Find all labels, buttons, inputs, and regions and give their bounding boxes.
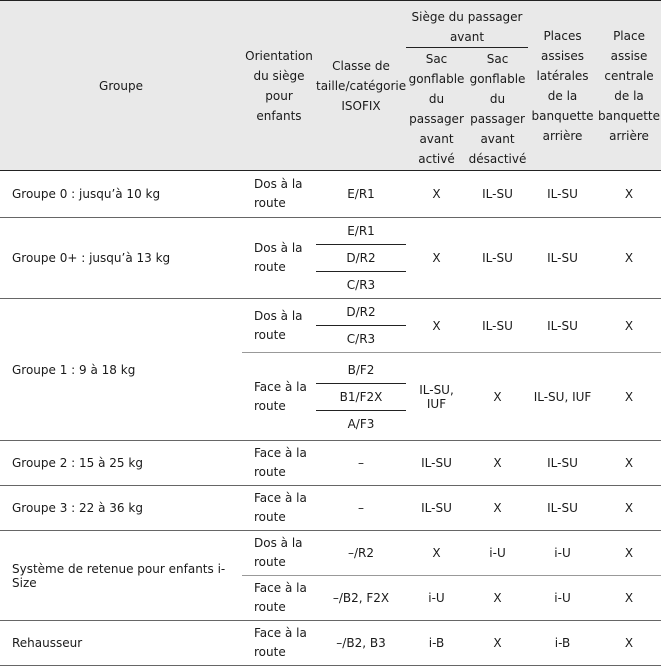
table-row — [0, 218, 661, 299]
sac-desactive-cell: X — [467, 441, 528, 486]
places-laterales-header-line: latérales — [536, 68, 589, 83]
orientation-cell — [242, 441, 316, 486]
sac-desactive-header-line: désactivé — [468, 152, 527, 166]
orientation-cell-line: Face à la — [254, 491, 307, 505]
classe-header-line: taille/catégorie — [316, 78, 407, 93]
table-row — [0, 171, 661, 218]
orientation-cell-line: Dos à la — [254, 241, 303, 255]
classe-value: – — [358, 501, 364, 515]
sac-active-cell-line: IUF — [426, 396, 447, 411]
orientation-cell-line: Face à la — [254, 581, 307, 595]
classe-cell — [316, 299, 406, 353]
classe-value: C/R3 — [346, 278, 376, 292]
place-centrale-cell: X — [597, 486, 661, 531]
classe-value: A/F3 — [347, 416, 375, 431]
sac-active-cell-line: IL-SU — [421, 456, 452, 470]
place-centrale-cell: X — [597, 299, 661, 353]
sac-active-header-line: passager — [409, 112, 464, 126]
orientation-cell — [242, 218, 316, 299]
orientation-cell-line: Dos à la — [254, 536, 303, 550]
sac-active-cell — [406, 299, 467, 353]
classe-cell — [316, 218, 406, 299]
sac-active-header-line: du — [428, 92, 445, 106]
classe-cell — [316, 171, 406, 218]
group-cell: Groupe 0 : jusqu’à 10 kg — [0, 171, 242, 218]
orientation-cell-line: Dos à la — [254, 308, 303, 323]
sac-active-cell-line: i-U — [428, 591, 445, 605]
sac-active-header-line: avant — [419, 132, 454, 146]
place-centrale-header-line: arrière — [609, 128, 649, 143]
orientation-cell-line: route — [254, 260, 286, 274]
places-laterales-cell: IL-SU — [528, 441, 597, 486]
classe-cell — [316, 621, 406, 666]
classe-value: C/R3 — [346, 332, 376, 346]
sac-active-cell — [406, 353, 467, 441]
places-laterales-cell: i-U — [528, 576, 597, 621]
classe-header-line: Classe de — [332, 58, 390, 73]
classe-value: E/R1 — [316, 218, 406, 245]
classe-cell — [316, 576, 406, 621]
classe-cell — [316, 531, 406, 576]
sac-desactive-cell: X — [467, 486, 528, 531]
places-laterales-cell: IL-SU — [528, 171, 597, 218]
sac-active-cell — [406, 531, 467, 576]
place-centrale-header-line: banquette — [598, 108, 660, 123]
places-laterales-cell: i-B — [528, 621, 597, 666]
orientation-header-line: pour — [265, 88, 293, 103]
group-cell: Groupe 0+ : jusqu’à 13 kg — [0, 218, 242, 299]
places-laterales-cell: IL-SU — [528, 486, 597, 531]
classe-value: – — [358, 456, 364, 470]
table-row — [0, 299, 661, 353]
sac-desactive-cell: X — [467, 621, 528, 666]
sac-active-cell — [406, 218, 467, 299]
header-places-laterales — [528, 1, 597, 171]
orientation-cell-line: route — [254, 600, 286, 614]
sac-active-cell-line: X — [432, 251, 441, 265]
orientation-cell-line: route — [254, 645, 286, 659]
places-laterales-header-line: banquette — [531, 108, 594, 123]
header-sac-active — [406, 48, 467, 171]
classe-value: –/B2, F2X — [332, 591, 390, 605]
orientation-cell-line: route — [254, 196, 286, 210]
place-centrale-cell: X — [597, 531, 661, 576]
sac-active-cell — [406, 621, 467, 666]
sac-desactive-header-line: du — [489, 92, 506, 106]
place-centrale-cell: X — [597, 576, 661, 621]
sac-active-cell-line: X — [432, 318, 441, 333]
orientation-header-line: Orientation — [245, 48, 313, 63]
sac-active-header-line: activé — [418, 152, 455, 166]
orientation-cell-line: route — [254, 327, 286, 342]
table-row — [0, 486, 661, 531]
header-sac-desactive — [467, 48, 528, 171]
table-row — [0, 621, 661, 666]
sac-active-cell — [406, 576, 467, 621]
sac-desactive-header-line: passager — [470, 112, 525, 126]
classe-cell — [316, 486, 406, 531]
places-laterales-cell: IL-SU, IUF — [528, 353, 597, 441]
orientation-cell-line: route — [254, 510, 286, 524]
places-laterales-header-line: arrière — [542, 128, 583, 143]
sac-desactive-cell: X — [467, 576, 528, 621]
place-centrale-header-line: de la — [614, 88, 644, 103]
classe-value: –/B2, B3 — [336, 636, 386, 650]
siege-passager-header-line: avant — [449, 30, 485, 44]
orientation-cell — [242, 353, 316, 441]
place-centrale-header-line: centrale — [604, 68, 654, 83]
orientation-cell-line: route — [254, 465, 286, 479]
classe-value: D/R2 — [316, 245, 406, 272]
header-classe — [316, 1, 406, 171]
places-laterales-header-line: de la — [547, 88, 578, 103]
orientation-header-line: enfants — [256, 108, 302, 123]
orientation-cell-line: Dos à la — [254, 177, 303, 191]
siege-passager-header-line: Siège du passager — [411, 10, 523, 24]
sac-active-cell-line: X — [432, 546, 441, 560]
classe-value: B/F2 — [316, 357, 406, 384]
table-row — [0, 441, 661, 486]
place-centrale-cell: X — [597, 621, 661, 666]
sac-desactive-cell: IL-SU — [467, 299, 528, 353]
sac-active-cell — [406, 441, 467, 486]
orientation-cell — [242, 576, 316, 621]
sac-active-cell — [406, 486, 467, 531]
orientation-cell — [242, 531, 316, 576]
sac-active-cell-line: IL-SU, — [419, 382, 454, 397]
header-siege-passager — [406, 1, 528, 48]
classe-header-line: ISOFIX — [341, 98, 381, 113]
sac-active-cell-line: i-B — [428, 636, 445, 650]
place-centrale-header-line: Place — [613, 28, 645, 43]
table-row — [0, 531, 661, 576]
sac-desactive-cell: i-U — [467, 531, 528, 576]
group-cell: Groupe 2 : 15 à 25 kg — [0, 441, 242, 486]
sac-desactive-cell: IL-SU — [467, 218, 528, 299]
classe-cell — [316, 441, 406, 486]
place-centrale-cell: X — [597, 218, 661, 299]
places-laterales-cell: IL-SU — [528, 218, 597, 299]
classe-value: E/R1 — [347, 187, 375, 201]
group-cell: Système de retenue pour enfants i-Size — [0, 531, 242, 621]
orientation-cell-line: route — [254, 555, 286, 569]
sac-active-cell-line: X — [432, 187, 441, 201]
place-centrale-header-line: assise — [610, 48, 648, 63]
orientation-cell — [242, 299, 316, 353]
sac-desactive-header-line: Sac — [486, 52, 509, 66]
classe-value: –/R2 — [347, 546, 374, 560]
orientation-header-line: du siège — [253, 68, 305, 83]
sac-desactive-cell: IL-SU — [467, 171, 528, 218]
orientation-cell — [242, 621, 316, 666]
orientation-cell-line: route — [254, 398, 286, 413]
sac-active-cell — [406, 171, 467, 218]
places-laterales-cell: IL-SU — [528, 299, 597, 353]
places-laterales-header-line: assises — [540, 48, 585, 63]
classe-value: D/R2 — [316, 299, 406, 326]
place-centrale-cell: X — [597, 171, 661, 218]
sac-active-cell-line: IL-SU — [421, 501, 452, 515]
classe-value: B1/F2X — [316, 384, 406, 411]
sac-active-header-line: Sac — [425, 52, 448, 66]
orientation-cell-line: Face à la — [254, 446, 307, 460]
places-laterales-cell: i-U — [528, 531, 597, 576]
place-centrale-cell: X — [597, 441, 661, 486]
orientation-cell-line: Face à la — [254, 626, 307, 640]
group-cell: Groupe 1 : 9 à 18 kg — [0, 299, 242, 441]
places-laterales-header-line: Places — [543, 28, 582, 43]
place-centrale-cell: X — [597, 353, 661, 441]
header-orientation — [242, 1, 316, 171]
group-cell: Rehausseur — [0, 621, 242, 666]
header-groupe: Groupe — [0, 1, 242, 171]
group-cell: Groupe 3 : 22 à 36 kg — [0, 486, 242, 531]
sac-desactive-header-line: gonflable — [469, 72, 526, 86]
orientation-cell-line: Face à la — [254, 379, 307, 394]
sac-active-header-line: gonflable — [408, 72, 465, 86]
classe-cell — [316, 353, 406, 441]
sac-desactive-cell: X — [467, 353, 528, 441]
orientation-cell — [242, 171, 316, 218]
orientation-cell — [242, 486, 316, 531]
sac-desactive-header-line: avant — [480, 132, 515, 146]
header-place-centrale — [597, 1, 661, 171]
